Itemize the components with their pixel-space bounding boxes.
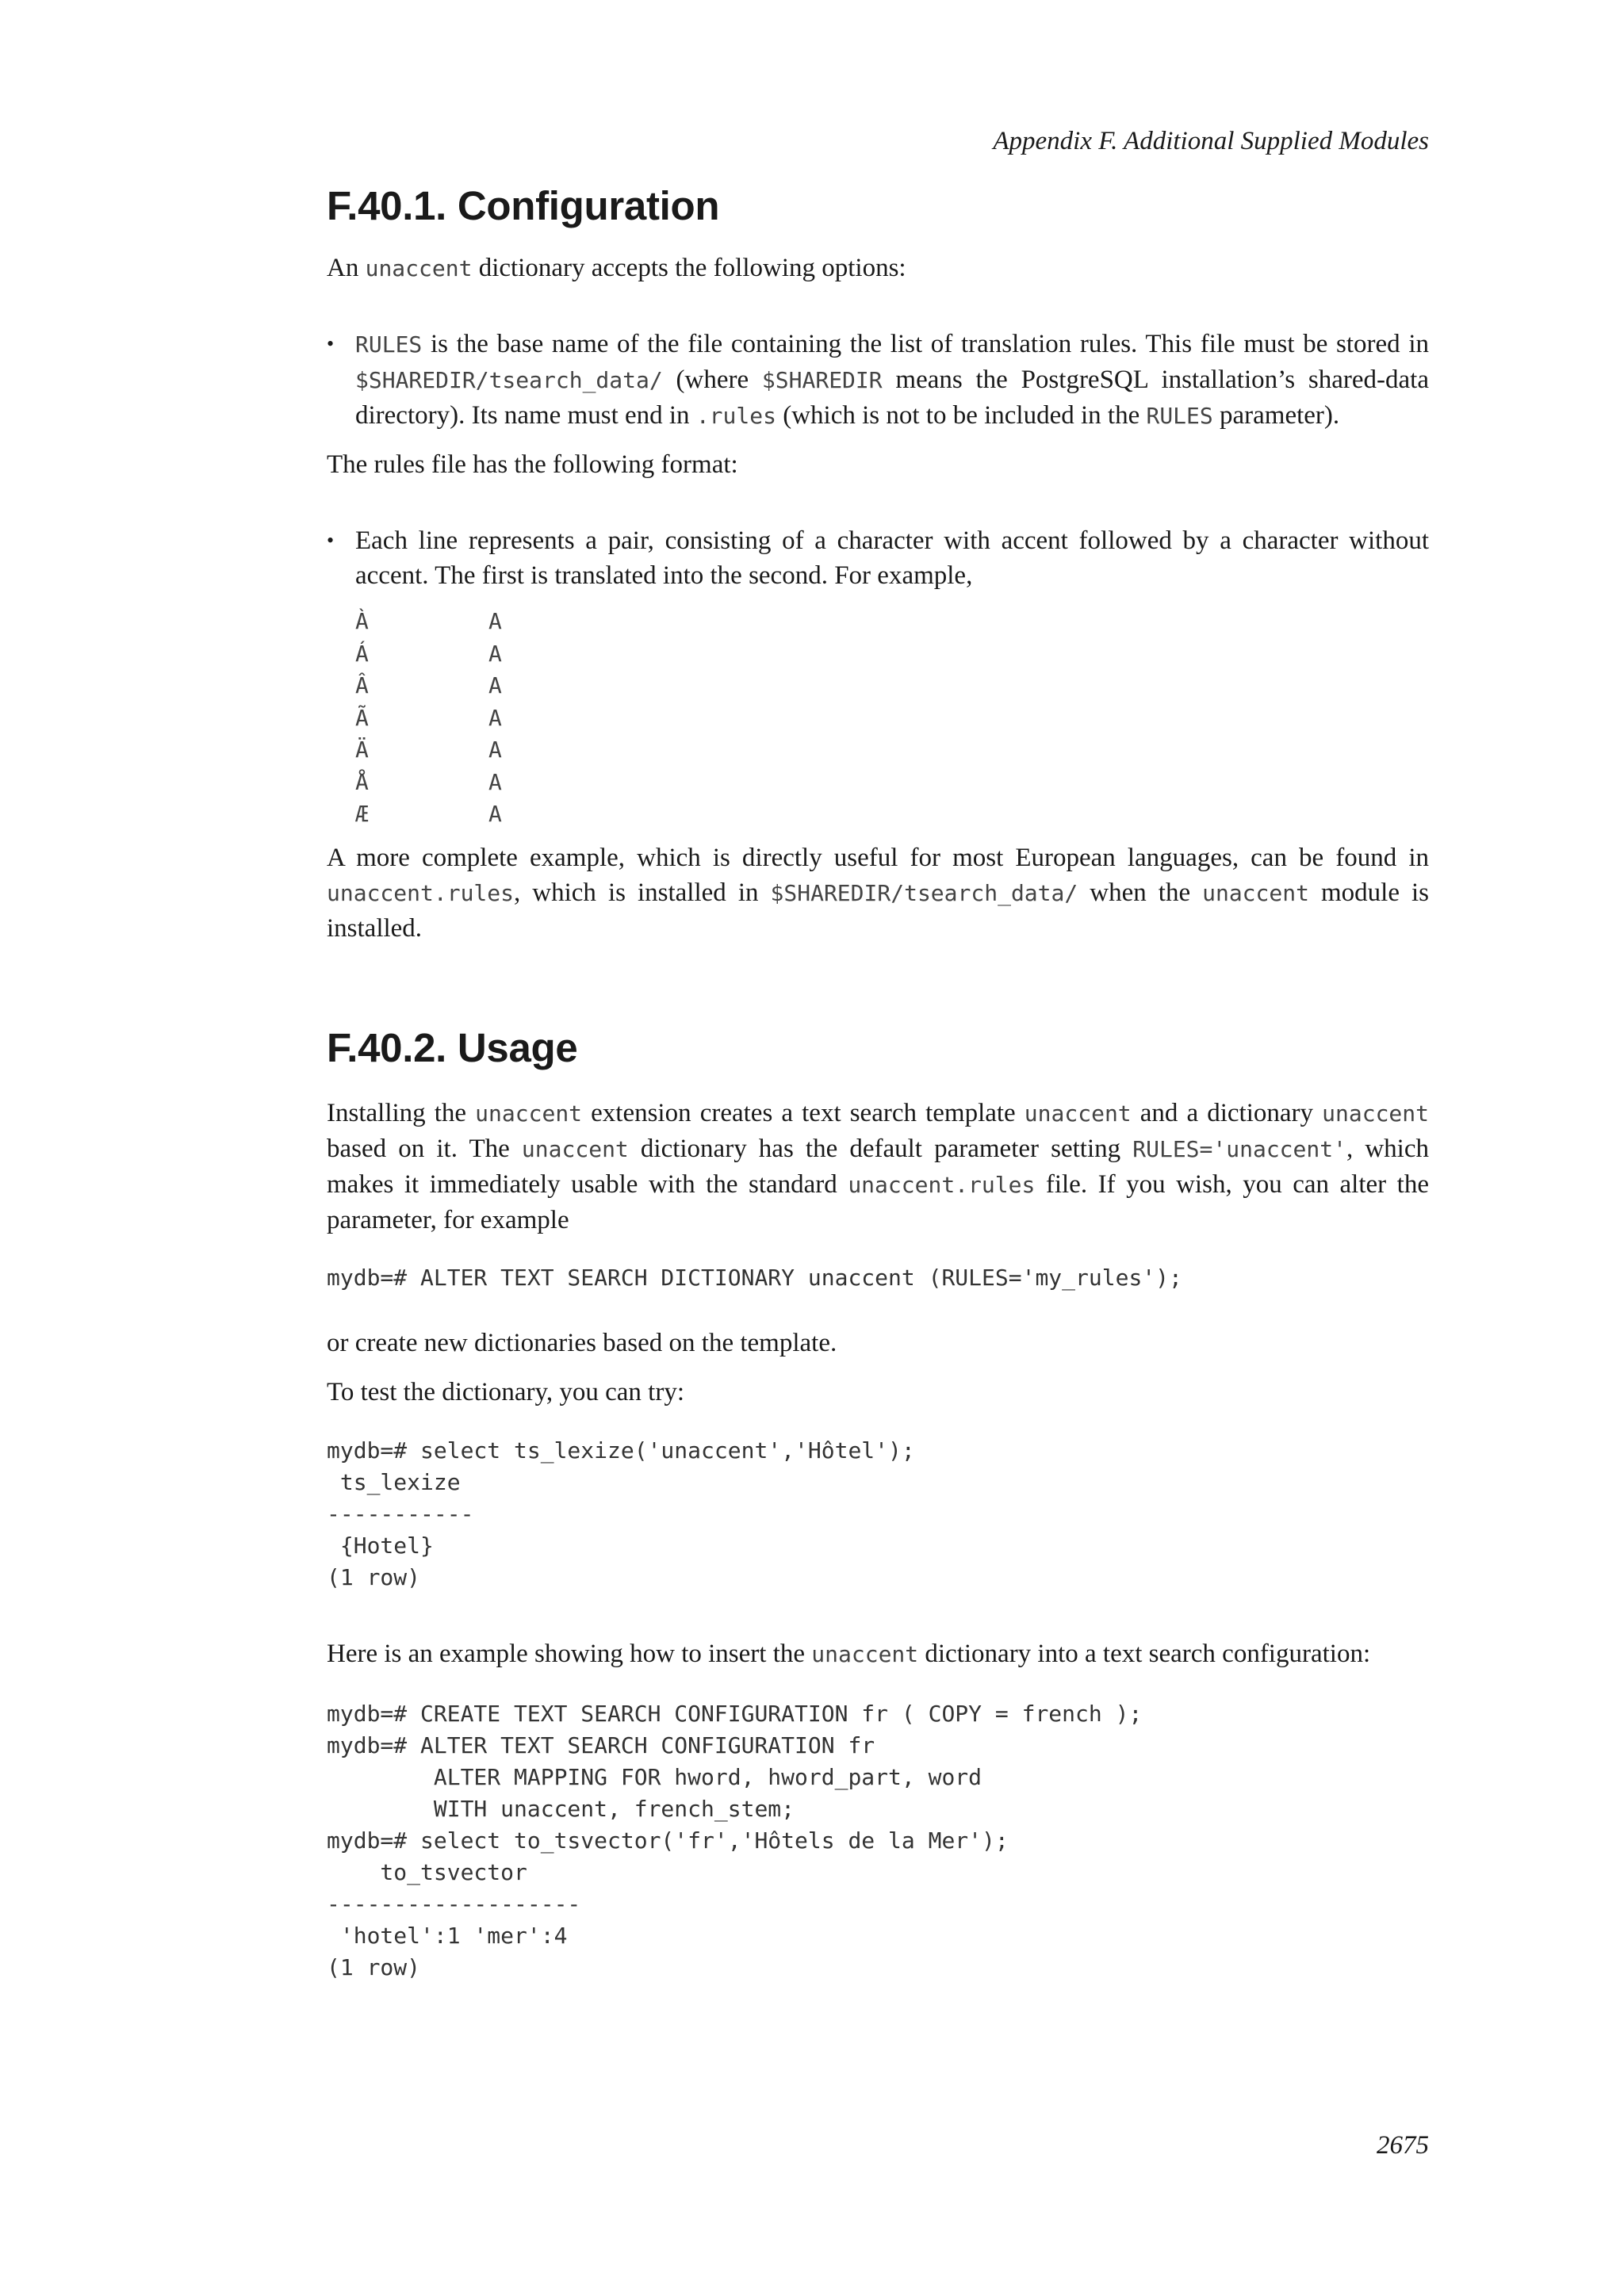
- rule-row: Á A: [355, 640, 502, 667]
- usage-paragraph: Installing the unaccent extension creates a text search template unaccent and a dictionary unaccent based on it. The unaccent dictionary has the default parameter setting RULES='unaccent', which makes it immediately usable with the standard unaccent.rules file. If you wish, you can alter the parameter, for example: [327, 1099, 1429, 1234]
- page-number: 2675: [1377, 2131, 1429, 2160]
- rule-row: Ä A: [355, 737, 502, 763]
- section-heading-configuration: F.40.1. Configuration: [327, 183, 720, 228]
- format-item: • Each line represents a pair, consisting of a character with accent followed by a character without accent. The first is translated into the second. For example,: [327, 523, 1429, 593]
- rule-row: À A: [355, 608, 502, 634]
- inline-code: unaccent: [1202, 880, 1309, 906]
- template-note: or create new dictionaries based on the template.: [327, 1329, 837, 1357]
- config-example-intro: Here is an example showing how to insert the unaccent dictionary into a text search configuration:: [327, 1640, 1371, 1668]
- option-rules: • RULES is the base name of the file containing the list of translation rules. This file must be stored in $SHAREDIR/tsearch_data/ (where $SHAREDIR means the PostgreSQL installation’s shared-data directory). Its name must end in .rules (which is not to be included in the RULES parameter).: [327, 327, 1429, 434]
- inline-code: unaccent.rules: [327, 880, 515, 906]
- inline-code: .rules: [695, 403, 776, 429]
- bullet-icon: •: [327, 529, 335, 552]
- section-heading-usage: F.40.2. Usage: [327, 1025, 578, 1070]
- inline-code: unaccent: [1322, 1100, 1429, 1127]
- rule-row: Å A: [355, 768, 502, 795]
- inline-code: unaccent.rules: [848, 1172, 1036, 1198]
- rule-row: Â A: [355, 672, 502, 698]
- format-list: [327, 523, 1429, 593]
- inline-code: unaccent: [521, 1136, 629, 1162]
- options-list: [327, 327, 1429, 434]
- inline-code: unaccent: [365, 255, 473, 281]
- config-intro: An unaccent dictionary accepts the following options:: [327, 254, 906, 282]
- inline-code: $SHAREDIR: [761, 367, 883, 393]
- complete-example-paragraph: A more complete example, which is directly useful for most European languages, can be found in unaccent.rules, which is installed in $SHAREDIR/tsearch_data/ when the unaccent module is installed.: [327, 844, 1430, 943]
- inline-code: RULES: [355, 331, 423, 358]
- inline-code: unaccent: [475, 1100, 583, 1127]
- format-intro: The rules file has the following format:: [327, 450, 738, 479]
- code-alter-dictionary: mydb=# ALTER TEXT SEARCH DICTIONARY unaccent (RULES='my_rules');: [327, 1265, 1182, 1291]
- inline-code: unaccent: [811, 1641, 919, 1667]
- code-configuration: mydb=# CREATE TEXT SEARCH CONFIGURATION fr ( COPY = french ); mydb=# ALTER TEXT SEARCH CONFIGURATION fr ALTER MAPPING FOR hword, hword_part, word WITH unaccent, french_stem; mydb=# select to_tsvector('fr','Hôtels de la Mer'); to_tsvector ------------------- 'hotel':1 'mer':4 (1 row): [327, 1701, 1143, 1980]
- inline-code: $SHAREDIR/tsearch_data/: [355, 367, 663, 393]
- running-header: Appendix F. Additional Supplied Modules: [993, 127, 1429, 155]
- inline-code: unaccent: [1024, 1100, 1132, 1127]
- inline-code: RULES: [1146, 403, 1213, 429]
- inline-code: $SHAREDIR/tsearch_data/: [770, 880, 1078, 906]
- inline-code: RULES='unaccent': [1132, 1136, 1346, 1162]
- test-intro: To test the dictionary, you can try:: [327, 1378, 685, 1406]
- bullet-icon: •: [327, 332, 335, 355]
- rule-row: Ã A: [355, 704, 502, 731]
- code-test-lexize: mydb=# select ts_lexize('unaccent','Hôtel'); ts_lexize ----------- {Hotel} (1 row): [327, 1437, 915, 1590]
- rules-example: [355, 606, 502, 831]
- rule-row: Æ A: [355, 801, 502, 827]
